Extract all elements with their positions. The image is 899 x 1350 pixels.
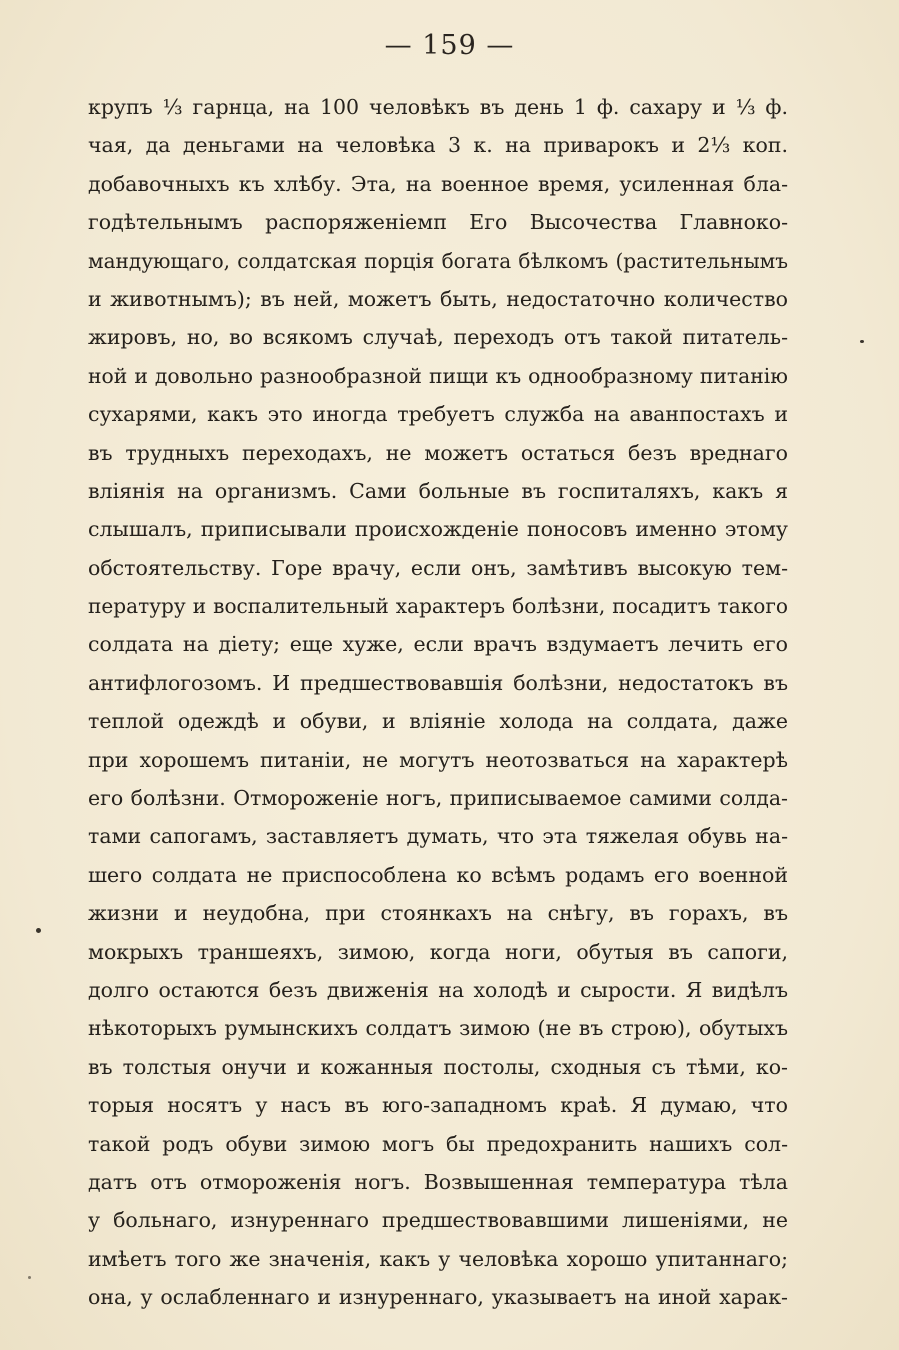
text-line: пературу и воспалительный характеръ болѣзни, посадитъ такого xyxy=(88,594,788,619)
text-line: вліянія на организмъ. Сами больные въ госпиталяхъ, какъ я xyxy=(88,478,788,503)
text-line: жизни и неудобна, при стоянкахъ на снѣгу, въ горахъ, въ xyxy=(88,901,788,926)
ink-speck xyxy=(36,928,41,933)
text-line: его болѣзни. Отмороженіе ногъ, приписываемое самими солда- xyxy=(88,786,788,811)
text-line: она, у ослабленнаго и изнуреннаго, указываетъ на иной харак- xyxy=(88,1285,788,1310)
text-line: датъ отъ отмороженія ногъ. Возвышенная температура тѣла xyxy=(88,1169,788,1194)
text-line: антифлогозомъ. И предшествовавшія болѣзни, недостатокъ въ xyxy=(88,670,788,695)
ink-speck xyxy=(28,1276,31,1279)
text-line: солдата на діету; еще хуже, если врачъ вздумаетъ лечить его xyxy=(88,632,788,657)
text-line: слышалъ, приписывали происхожденіе поносовъ именно этому xyxy=(88,517,788,542)
page-number: — 159 — xyxy=(384,30,515,61)
text-line: крупъ ⅓ гарнца, на 100 человѣкъ въ день 1 ф. сахару и ⅓ ф. xyxy=(88,95,788,119)
text-line: у больнаго, изнуреннаго предшествовавшими лишеніями, не xyxy=(88,1208,788,1233)
text-line: и животнымъ); въ ней, можетъ быть, недостаточно количество xyxy=(88,286,788,311)
text-line: теплой одеждѣ и обуви, и вліяніе холода на солдата, даже xyxy=(88,709,788,734)
text-line: такой родъ обуви зимою могъ бы предохранить нашихъ сол- xyxy=(88,1131,788,1156)
text-line: тами сапогамъ, заставляетъ думать, что эта тяжелая обувь на- xyxy=(88,824,788,849)
text-line: мокрыхъ траншеяхъ, зимою, когда ноги, обутыя въ сапоги, xyxy=(88,939,788,964)
ink-speck xyxy=(860,340,864,343)
text-line: добавочныхъ къ хлѣбу. Эта, на военное время, усиленная бла- xyxy=(88,171,788,196)
text-line: мандующаго, солдатская порція богата бѣлкомъ (растительнымъ xyxy=(88,248,788,273)
text-line: нѣкоторыхъ румынскихъ солдатъ зимою (не въ строю), обутыхъ xyxy=(88,1016,788,1041)
body-text xyxy=(88,88,788,1317)
text-line: годѣтельнымъ распоряженіемп Его Высочества Главноко- xyxy=(88,210,788,235)
text-line: шего солдата не приспособлена ко всѣмъ родамъ его военной xyxy=(88,862,788,887)
text-line: въ трудныхъ переходахъ, не можетъ остаться безъ вреднаго xyxy=(88,440,788,465)
text-line: долго остаются безъ движенія на холодѣ и сырости. Я видѣлъ xyxy=(88,977,788,1002)
text-line: сухарями, какъ это иногда требуетъ служба на аванпостахъ и xyxy=(88,402,788,427)
text-line: торыя носятъ у насъ въ юго-западномъ краѣ. Я думаю, что xyxy=(88,1093,788,1118)
text-line: жировъ, но, во всякомъ случаѣ, переходъ отъ такой питатель- xyxy=(88,325,788,350)
text-line: ной и довольно разнообразной пищи къ однообразному питанію xyxy=(88,363,788,388)
text-line: при хорошемъ питаніи, не могутъ неотозваться на характерѣ xyxy=(88,747,788,772)
text-line: чая, да деньгами на человѣка 3 к. на приварокъ и 2⅓ коп. xyxy=(88,133,788,158)
text-line: въ толстыя онучи и кожанныя постолы, сходныя съ тѣми, ко- xyxy=(88,1054,788,1079)
text-line: имѣетъ того же значенія, какъ у человѣка хорошо упитаннаго; xyxy=(88,1246,788,1271)
text-line: обстоятельству. Горе врачу, если онъ, замѣтивъ высокую тем- xyxy=(88,555,788,580)
